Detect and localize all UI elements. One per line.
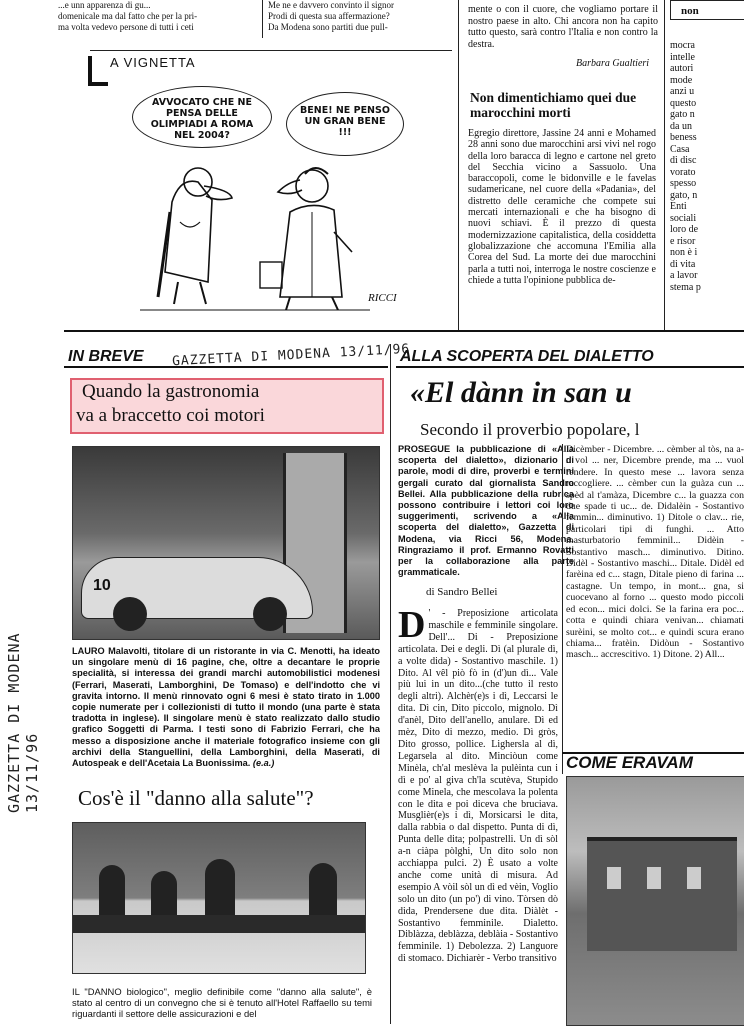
come-eravamo-photo	[566, 776, 744, 1026]
dialetto-intro: PROSEGUE la pubblicazione di «Alla scoperta del dialetto», dizionario di parole, modi di dire, proverbi e termini gergali curato dal giornalista Sandro Bellei. Alla pubblicazione della rubrica possono contribuire i lettori coi loro suggerimenti, scrivendo a «Alla scoperta del dialetto», Gazzetta di Modena, via Ricci 56, Modena. Ringraziamo il prof. Ermanno Rovatti per la collaborazione alla parte grammaticale.	[398, 444, 574, 578]
speech-text-right: BENE! NE PENSO UN GRAN BENE !!!	[300, 105, 390, 138]
text-line: mocra	[670, 40, 695, 51]
text-line: a lavor	[670, 270, 698, 281]
article-author: (e.a.)	[252, 758, 275, 769]
text-line: Casa	[670, 143, 690, 155]
text-line: questo	[670, 97, 697, 109]
dialetto-entries	[398, 608, 558, 1024]
cartoonist-signature: RICCI	[368, 292, 397, 304]
text-line: e risor	[670, 235, 696, 247]
column-divider	[262, 0, 263, 38]
race-car-photo	[72, 446, 380, 640]
text-line: sociali	[670, 212, 697, 224]
far-right-header-text: non	[681, 5, 699, 17]
text-line: autori	[670, 63, 694, 74]
text-line: spesso	[670, 178, 697, 189]
text-line: stema p	[670, 281, 701, 293]
vignetta-top-rule	[90, 50, 452, 51]
text-line: di vita	[670, 258, 696, 270]
text-line: anzi u	[670, 86, 695, 97]
dialetto-bar	[396, 348, 744, 368]
danno-article: IL "DANNO biologico", meglio definibile come "danno alla salute", è stato al centro di un convegno che si è tenuto all'Hotel Raffaello su temi riguardanti il settore delle assicurazioni e del	[72, 986, 372, 1020]
race-car-number: 10	[93, 577, 111, 594]
entries-text: ' - Preposizione articolata maschile e femminile singolare. Dell'... Di - Preposizione articolata. Dei e degli. Dì (al plurale dì, a volte dida) - Sostantivo maschile. 1) Dito. Al vêl piò fò in (d')un dì... Vale più lui in un dito...(che tutto il resto degli altri). Alchèr(e)s i dì, Leccarsi le dita. Dì cin, Dito piccolo, mignolo. Dì d'anèl, Dito dell'anello, anulare. Dì ed mèz, Dito di mezzo, medio. Dì gròs, Dito grosso, pollice. Lighersla al dì, Legarsela al dito. Minciòun come Minèla, ch'al meslèva la pulèinta cun i dì e po' al giva ch'la scutèva, Stupido come Minela, che mescolava la polenta con le dita e poi diceva che bruciava. Musglièr(e)s i dì, Morsicarsi le dita, dalla rabbia o dal dispetto. Punta di dì, Punta delle dita; polpastrelli. Un dì sòl a-n ciàpa pòlghi, Un dito solo non acchiappa pulci. 2) È usato a volte anche come unità di misura. Ad esempio A vòil sòl un dì ed vèin, Voglio solo un dito (un po') di vino. Tòrsen dò dida, Prendersene due dita. Diàlèt - Sostantivo femminile. Dialetto. Diblàzza, deblàzza, deblàia - Sostantivo femminile. 1) Debolezza. 2) Languore di stomaco. Dichiarèr - Verbo transitivo	[398, 608, 558, 965]
dialetto-subheadline: Secondo il proverbio popolare, l	[420, 420, 640, 439]
text-line: Me ne e davvero convinto il signor	[268, 0, 394, 10]
letter-body: Egregio direttore, Jassine 24 anni e Mohamed 28 anni sono due marocchini arsi vivi nel rogo della loro baracca di legno e cartone nel greto del Secchia vicino a Sassuolo. Una baraccopoli, come le bidonville e le favelas sudamericane, nel cuore della «Padania», del distretto delle ceramiche che compete sui mercati internazionali e che ha bisogno di nuovi schiavi. È il prezzo di questa modernizzazione capitalistica, della cosiddetta globalizzazione che accomuna l'Emilia alla Corea del Sud. La morte dei due marocchini parla a tutti noi, interroga le nostre coscienze e chiede a tutta l'opinione pubblica de-	[468, 128, 656, 286]
come-eravamo-bar	[562, 752, 744, 772]
dialetto-byline: di Sandro Bellei	[426, 586, 498, 598]
text-line: ...e unn apparenza di gu...	[58, 0, 151, 10]
text-line: ma volta vedevo persone di tutti i ceti	[58, 22, 194, 32]
danno-headline: Cos'è il "danno alla salute"?	[78, 786, 314, 810]
text-line: mode	[670, 74, 693, 86]
dialetto-label: ALLA SCOPERTA DEL DIALETTO	[400, 348, 654, 365]
letter-top-body: mente o con il cuore, che vogliamo portare il nostro paese in alto. Chi ancora non ha capito tutto questo, sarà contro l'Italia e non contro la destra.	[468, 4, 658, 50]
vignetta-label: A VIGNETTA	[110, 55, 196, 70]
drop-cap: D	[398, 608, 426, 646]
text-line: beness	[670, 132, 697, 143]
letter-top-signature: Barbara Gualtieri	[576, 58, 650, 69]
top-middle-column	[268, 0, 458, 34]
come-eravamo-label: COME ERAVAM	[566, 753, 693, 772]
article-text: LAURO Malavolti, titolare di un ristorante in via C. Menotti, ha ideato un singolare menù di 16 pagine, che, oltre a decantare le proprie specialità, si interessa dei grandi marchi automobilistici modenesi (Ferrari, Maserati, Lamborghini, De Tomaso) e dell'indotto che vi gravita intorno. Il menù rinnovato ogni 6 mesi è stato tirato in 1.000 copie numerate per i collezionisti di tutto il mondo (una parte è stata tradotta in inglese). Il singolare menù è stato realizzato dallo studio grafico Soggetti di Parma. I testi sono di Fabrizio Ferrari, che ha messo a disposizione anche il materiale fotografico insieme con gli archivi della Stanguellini, della Lamborghini, della Maserati, di Autospeak e dell'Acetaia La Buonissima.	[72, 646, 380, 769]
in-breve-label: IN BREVE	[68, 348, 144, 365]
far-right-column	[670, 40, 744, 293]
building-window	[687, 867, 701, 889]
headline-line-2: va a braccetto coi motori	[76, 405, 265, 426]
handwritten-margin-note: GAZZETTA DI MODENA 13/11/96	[5, 632, 41, 813]
text-line: Da Modena sono partiti due pull-	[268, 22, 388, 32]
speech-text-left: AVVOCATO CHE NE PENSA DELLE OLIMPIADI A ROMA NEL 2004?	[150, 97, 254, 141]
text-line: gato n	[670, 109, 695, 120]
dialetto-right-entries: Dicèmber - Dicembre. ... cèmber al tòs, na a-n vol ... ner, Dicembre prende, ma ... vuol rendere. In questo mese ... lavora senza raccogliere. ... cèmber cun la guàza cun ... spèd al t'amàza, Dicembre c... la guazza con due spade ti uc... de. Didalèin - Sostantivo femmin... diminutivo. 1) Ditole o clav... rie, particolari tipi di funghi. ... Atto masturbatorio femminil... Didèin - Sostantivo masch... diminutivo. Ditino. Didèl - Sostantivo maschi... Ditale. Didèl ed farèina ed c... stagn, Ditale pieno di farina ... castagne. Un tempo, in mont... gna, si cuocevano al forno ... questo modo piccoli ed econ... mici dolci. Se la farina era poc... cotta e quindi chiara venivan... chiamati surèini, se molto cot... e quindi scura erano chiama... fratèin. Didòun - Sostantivo masch... accrescitivo. 1) Ditone. 2) All...	[566, 444, 744, 661]
conference-table	[73, 915, 365, 933]
top-left-column	[58, 0, 258, 34]
vignetta-cartoon	[120, 82, 450, 317]
race-car-wheel	[113, 597, 147, 631]
text-line: di disc	[670, 155, 697, 166]
race-car-wheel	[253, 597, 287, 631]
building-window	[607, 867, 621, 889]
text-line: da un	[670, 120, 692, 132]
headline-line-1: Quando la gastronomia	[82, 381, 260, 402]
building-shape	[587, 837, 737, 951]
text-line: non è i	[670, 247, 698, 258]
letter-title: Non dimentichiamo quei due marocchini morti	[470, 90, 637, 120]
conference-photo	[72, 822, 366, 974]
text-line: intelle	[670, 51, 695, 63]
building-window	[647, 867, 661, 889]
text-line: loro de	[670, 224, 699, 235]
vignetta-l-bracket	[88, 56, 108, 86]
text-line: gato, n	[670, 189, 698, 201]
cartoon-drawing	[120, 82, 450, 317]
far-right-header	[670, 0, 744, 20]
text-line: domenicale ma dal fatto che per la pri-	[58, 11, 198, 21]
text-line: vorato	[670, 166, 696, 178]
column-divider	[664, 0, 665, 330]
column-divider	[458, 0, 459, 330]
dialetto-headline: «El dànn in san u	[410, 376, 632, 409]
text-line: Enti	[670, 201, 687, 212]
column-divider	[562, 444, 563, 774]
text-line: Prodi di questa sua affermazione?	[268, 11, 390, 21]
in-breve-article	[72, 646, 380, 774]
handwritten-source-note: GAZZETTA DI MODENA 13/11/96	[171, 341, 411, 370]
highlighted-headline	[70, 378, 384, 434]
section-divider	[64, 330, 744, 332]
column-divider	[390, 344, 391, 1024]
